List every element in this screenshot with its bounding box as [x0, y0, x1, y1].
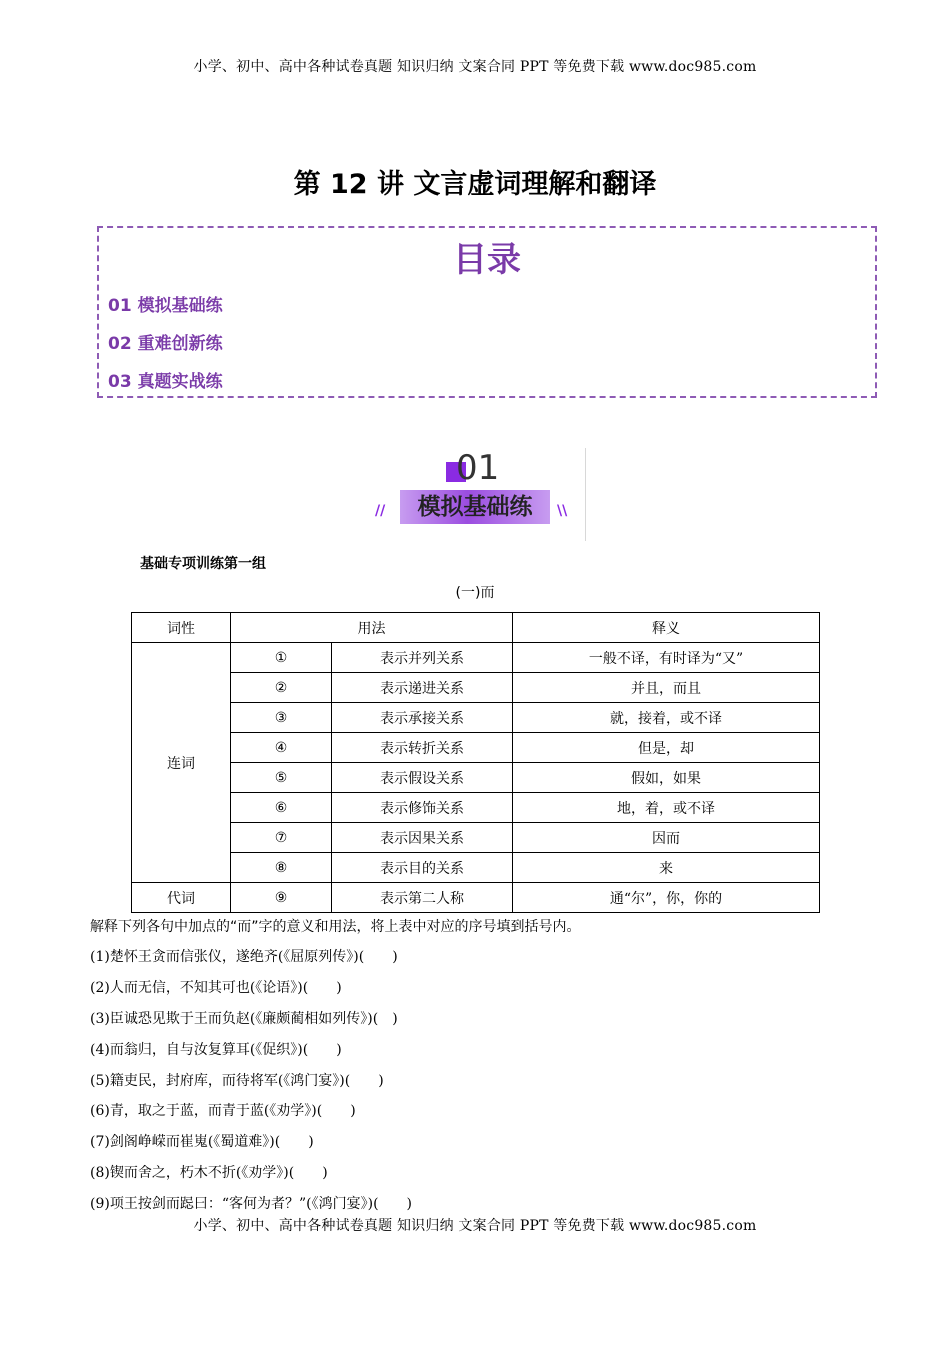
row-meaning: 并且，而且: [513, 673, 820, 703]
usage-table: [131, 612, 820, 913]
table-row: [132, 643, 820, 673]
row-usage: 表示修饰关系: [332, 793, 513, 823]
row-number: ⑨: [231, 883, 332, 913]
row-meaning: 因而: [513, 823, 820, 853]
table-of-contents: [97, 226, 877, 398]
toc-heading: 目录: [453, 240, 521, 280]
row-usage: 表示第二人称: [332, 883, 513, 913]
row-number: ⑧: [231, 853, 332, 883]
row-number: ③: [231, 703, 332, 733]
table-caption: (一)而: [455, 585, 495, 601]
header-meaning: 释义: [513, 613, 820, 643]
toc-item-2[interactable]: 02 重难创新练: [108, 334, 223, 354]
question-item: (4)而翁归，自与汝复算耳(《促织》)( ): [90, 1042, 342, 1058]
table-row: [132, 883, 820, 913]
toc-item-1[interactable]: 01 模拟基础练: [108, 296, 223, 316]
row-usage: 表示目的关系: [332, 853, 513, 883]
question-item: (2)人而无信，不知其可也(《论语》)( ): [90, 980, 342, 996]
table-row: [132, 853, 820, 883]
exercise-group-label: 基础专项训练第一组: [140, 556, 266, 572]
table-row: [132, 673, 820, 703]
question-item: (7)剑阁峥嵘而崔嵬(《蜀道难》)( ): [90, 1134, 314, 1150]
header-pos: 词性: [132, 613, 231, 643]
table-row: [132, 793, 820, 823]
question-item: (3)臣诚恐见欺于王而负赵(《廉颇蔺相如列传》)( ): [90, 1011, 398, 1027]
row-usage: 表示因果关系: [332, 823, 513, 853]
banner-divider: [585, 448, 586, 541]
table-row: [132, 733, 820, 763]
table-row: [132, 763, 820, 793]
row-number: ⑤: [231, 763, 332, 793]
row-meaning: 通“尔”，你，你的: [513, 883, 820, 913]
row-number: ⑥: [231, 793, 332, 823]
row-usage: 表示承接关系: [332, 703, 513, 733]
toc-item-3[interactable]: 03 真题实战练: [108, 372, 223, 392]
row-usage: 表示假设关系: [332, 763, 513, 793]
exercise-instruction: 解释下列各句中加点的“而”字的意义和用法，将上表中对应的序号填到括号内。: [90, 919, 581, 935]
row-usage: 表示转折关系: [332, 733, 513, 763]
row-usage: 表示并列关系: [332, 643, 513, 673]
banner-left-decoration: //: [375, 503, 386, 519]
page-footer: 小学、初中、高中各种试卷真题 知识归纳 文案合同 PPT 等免费下载 www.doc985.com: [193, 1218, 757, 1234]
row-meaning: 但是，却: [513, 733, 820, 763]
table-row: [132, 823, 820, 853]
banner-right-decoration: \\: [557, 503, 568, 519]
row-meaning: 地，着，或不译: [513, 793, 820, 823]
row-number: ④: [231, 733, 332, 763]
row-number: ①: [231, 643, 332, 673]
row-number: ②: [231, 673, 332, 703]
row-number: ⑦: [231, 823, 332, 853]
question-item: (6)青，取之于蓝，而青于蓝(《劝学》)( ): [90, 1103, 356, 1119]
table-row: [132, 703, 820, 733]
question-item: (1)楚怀王贪而信张仪，遂绝齐(《屈原列传》)( ): [90, 949, 398, 965]
row-usage: 表示递进关系: [332, 673, 513, 703]
banner-number: 01: [456, 448, 500, 488]
row-meaning: 来: [513, 853, 820, 883]
question-item: (8)锲而舍之，朽木不折(《劝学》)( ): [90, 1165, 328, 1181]
row-meaning: 一般不译，有时译为“又”: [513, 643, 820, 673]
question-item: (9)项王按剑而跽曰：“客何为者？”(《鸿门宴》)( ): [90, 1196, 412, 1212]
page-header: 小学、初中、高中各种试卷真题 知识归纳 文案合同 PPT 等免费下载 www.doc985.com: [193, 59, 757, 75]
row-meaning: 假如，如果: [513, 763, 820, 793]
pos-pronoun: 代词: [132, 883, 231, 913]
question-item: (5)籍吏民，封府库，而待将军(《鸿门宴》)( ): [90, 1073, 384, 1089]
table-header-row: [132, 613, 820, 643]
section-banner: [370, 448, 590, 543]
row-meaning: 就，接着，或不译: [513, 703, 820, 733]
pos-conjunction: 连词: [132, 643, 231, 883]
header-usage: 用法: [231, 613, 513, 643]
page-title: 第 12 讲 文言虚词理解和翻译: [293, 169, 657, 200]
banner-label: 模拟基础练: [417, 494, 533, 520]
